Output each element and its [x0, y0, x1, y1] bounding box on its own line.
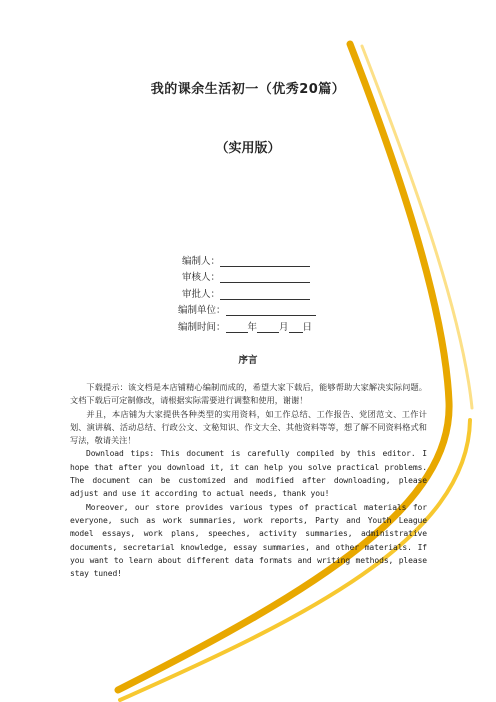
field-approver	[178, 283, 316, 300]
preface-paragraph-en-2: Moreover, our store provides various types of practical materials for everyone, such as work summaries, work reports, Party and Youth League model essays, work plans, speeches, activity summaries, administrative documents, secretarial knowledge, essay summaries, and other materials. If you want to learn about different data formats and writing methods, please stay tuned!	[70, 502, 427, 579]
field-compiler-line	[220, 256, 310, 267]
preface-heading: 序言	[238, 355, 258, 366]
field-unit	[178, 300, 316, 317]
field-compiler	[178, 250, 316, 267]
preface-paragraph-cn-2: 并且，本店铺为大家提供各种类型的实用资料，如工作总结、工作报告、党团范文、工作计划、演讲稿、活动总结、行政公文、文秘知识、作文大全、其他资料等等，想了解不同资料格式和写法，敬请关注！	[70, 408, 427, 446]
field-month-label: 月	[279, 321, 289, 333]
field-year-label: 年	[247, 321, 258, 333]
preface-paragraph-cn-1: 下载提示：该文档是本店铺精心编制而成的，希望大家下载后，能够帮助大家解决实际问题。文档下载后可定制修改，请根据实际需要进行调整和使用，谢谢！	[70, 382, 427, 406]
field-day-line	[289, 322, 303, 333]
field-day-label: 日	[302, 321, 313, 333]
field-unit-line	[226, 305, 316, 316]
field-time-label: 编制时间：	[178, 321, 226, 333]
field-unit-label: 编制单位：	[178, 305, 226, 316]
field-approver-label: 审批人：	[182, 288, 221, 300]
info-fields	[178, 250, 316, 333]
field-time	[178, 316, 316, 333]
document-title: 我的课余生活初一（优秀20篇）	[150, 82, 346, 97]
field-reviewer-label: 审核人：	[182, 272, 221, 283]
preface-body	[70, 381, 427, 580]
field-reviewer	[178, 267, 316, 284]
preface-paragraph-en-1: Download tips: This document is carefully compiled by this editor. I hope that after you download it, it can help you solve practical problems. The document can be customized and modified after downloading, please adjust and use it according to actual needs, thank you!	[70, 449, 427, 499]
field-month-line	[257, 322, 279, 333]
field-reviewer-line	[220, 272, 310, 283]
field-approver-line	[220, 289, 310, 300]
field-year-line	[226, 322, 248, 333]
field-compiler-label: 编制人：	[182, 255, 221, 267]
document-subtitle: （实用版）	[215, 141, 281, 156]
